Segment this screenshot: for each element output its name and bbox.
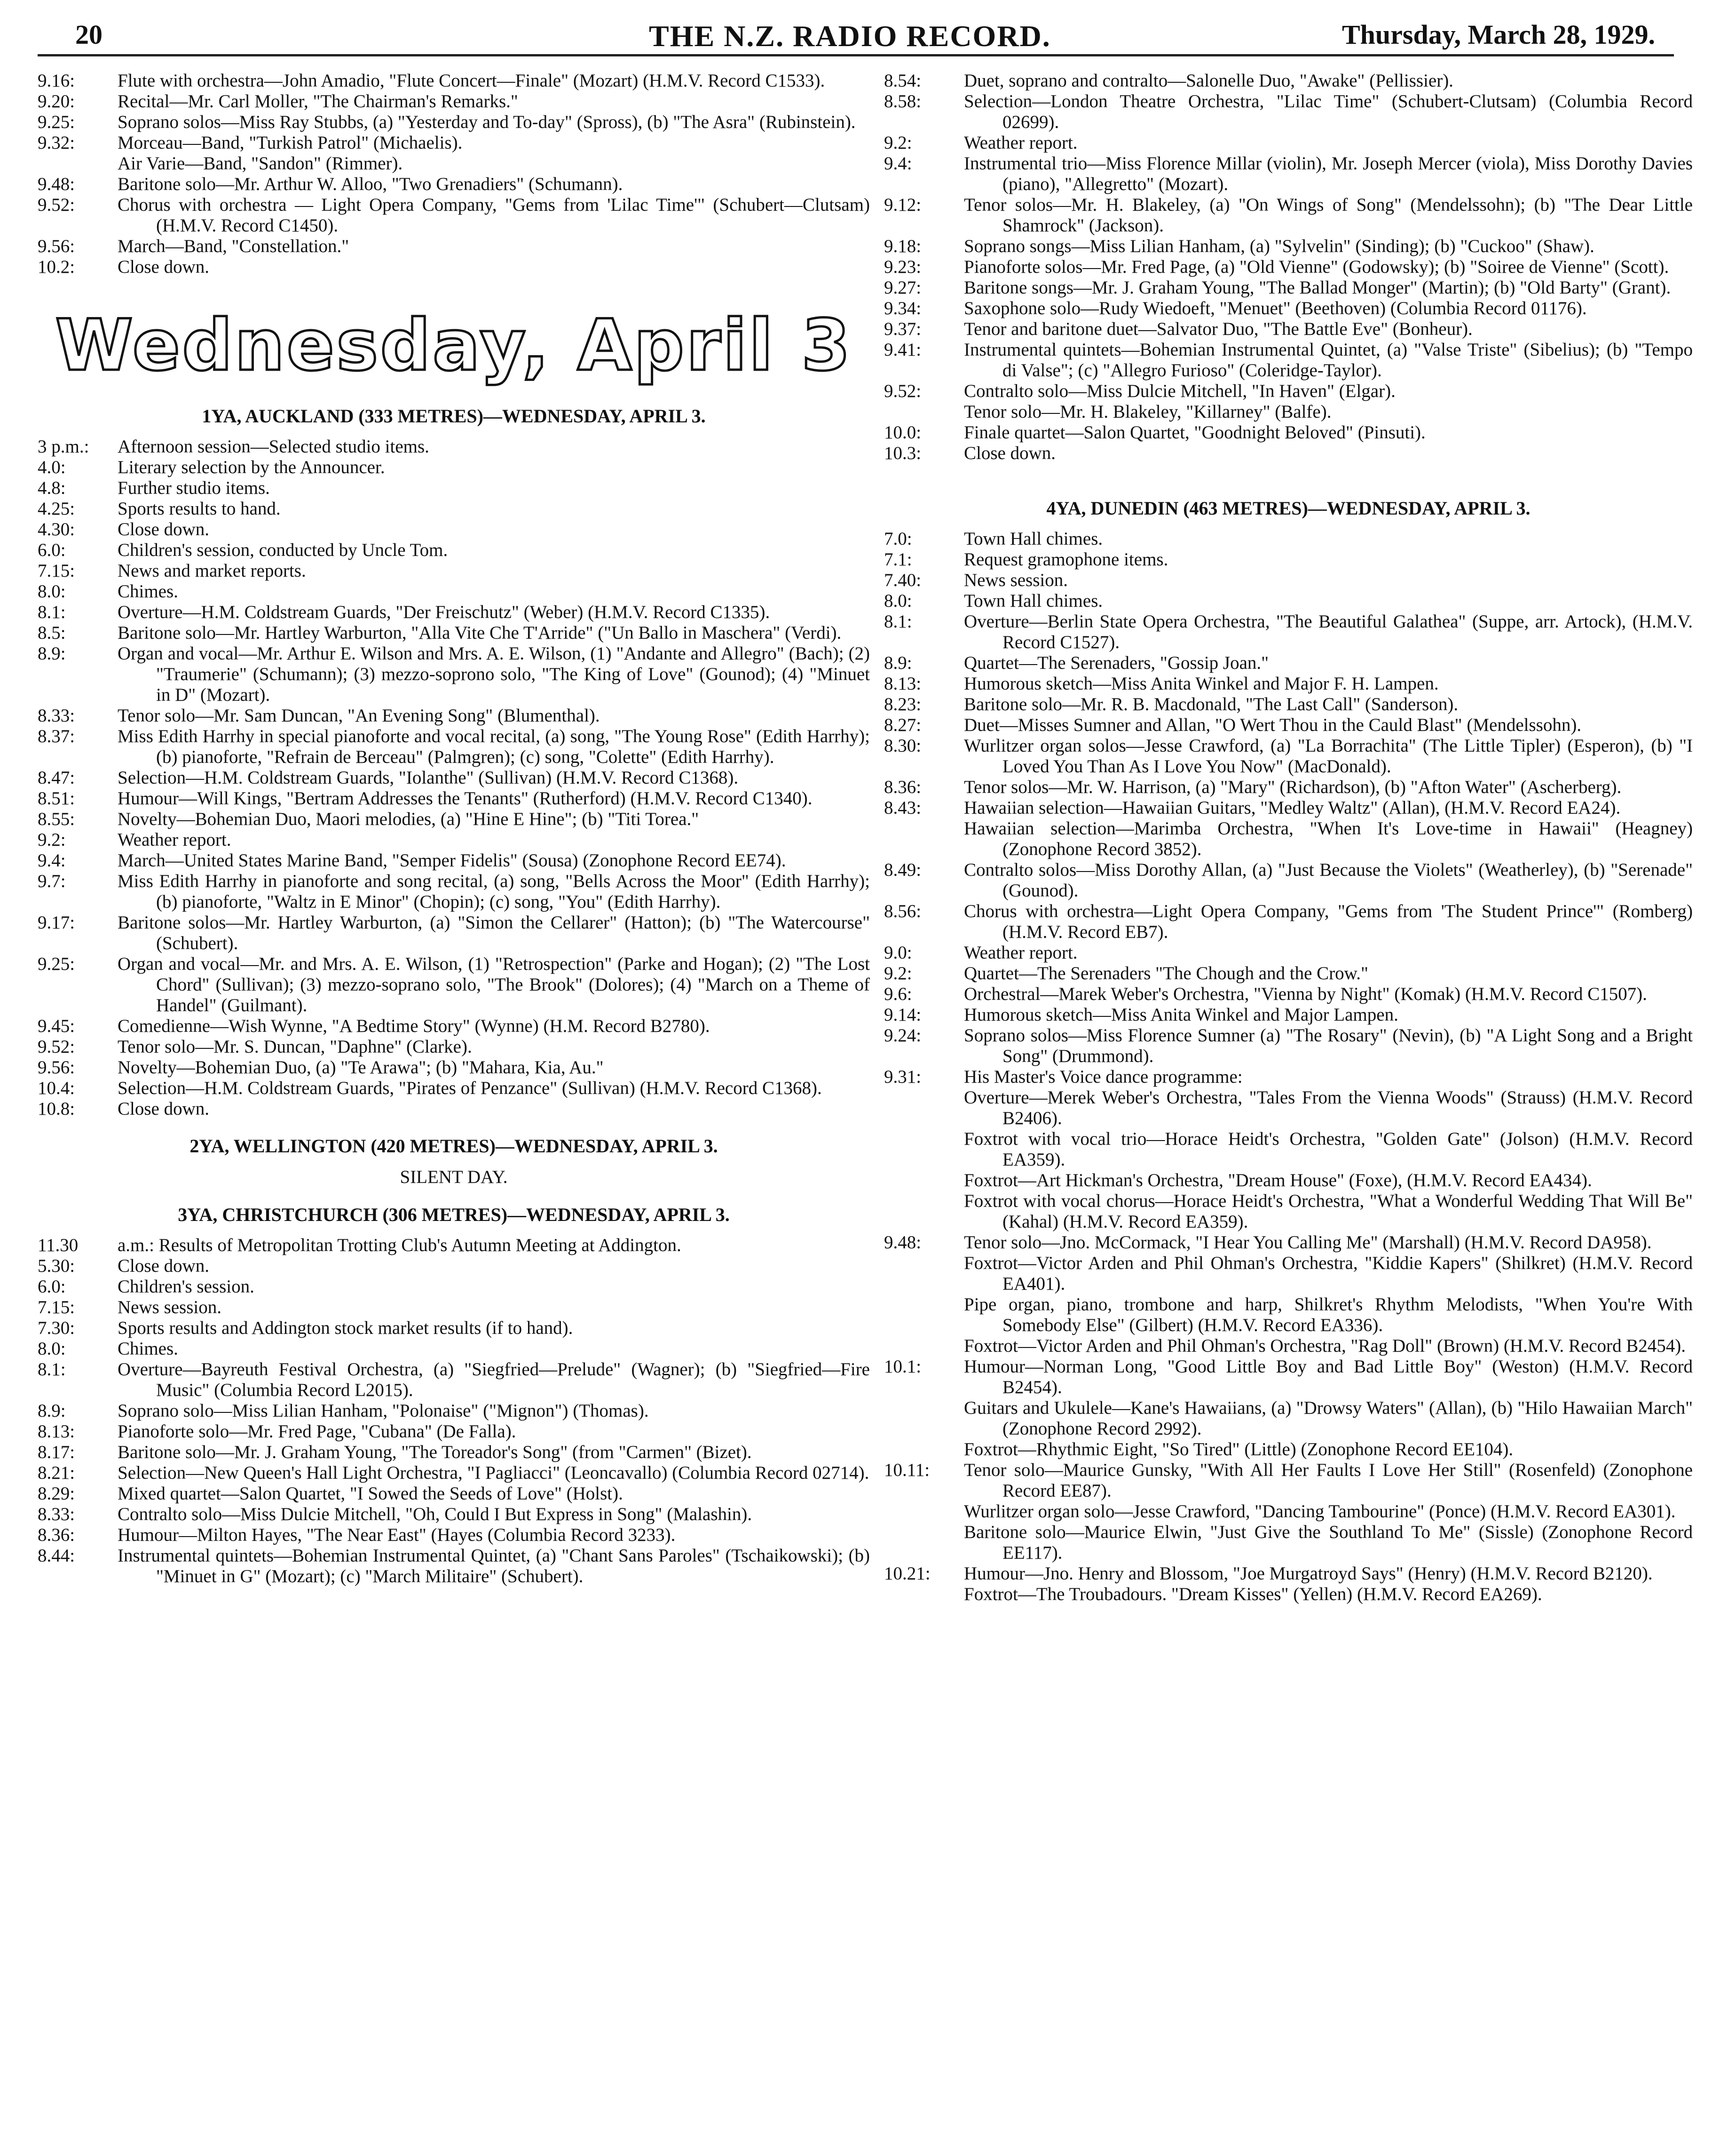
entry-text: Organ and vocal—Mr. and Mrs. A. E. Wilson, (1) "Retrospection" (Parke and Hogan); (2) "The Lost Chord" (Sullivan); (3) mezzo-soprano solo, "The Brook" (Dolores); (4) "March on a Theme of Handel" (Guilmant). [118,954,870,1015]
entry-text: Overture—Berlin State Opera Orchestra, "The Beautiful Galathea" (Suppe, arr. Artock), (H.M.V. Record C1527). [964,611,1693,652]
entry-time: 4.25: [38,499,75,519]
entry-text: Quartet—The Serenaders "The Chough and the Crow." [964,963,1368,983]
entry-text: Pianoforte solos—Mr. Fred Page, (a) "Old Vienne" (Godowsky); (b) "Soiree de Vienne" (Scott). [964,257,1669,277]
entry-text: News and market reports. [118,561,306,581]
entry-subitem: Tenor solo—Mr. H. Blakeley, "Killarney" (Balfe). [964,402,1332,422]
entry-text: Baritone songs—Mr. J. Graham Young, "The Ballad Monger" (Martin); (b) "Old Barty" (Grant). [964,277,1671,298]
entry-text: Finale quartet—Salon Quartet, "Goodnight Beloved" (Pinsuti). [964,422,1426,443]
entry-time: 9.12: [884,195,922,215]
entry-time: 8.13: [38,1421,75,1442]
schedule-entry [38,257,870,277]
schedule-entry [38,809,870,830]
schedule-entry [884,195,1693,236]
entry-text: Instrumental quintets—Bohemian Instrumental Quintet, (a) "Chant Sans Paroles" (Tschaikowski); (b) "Minuet in G" (Mozart); (c) "March Militaire" (Schubert). [118,1546,870,1586]
entry-text: Mixed quartet—Salon Quartet, "I Sowed the Seeds of Love" (Holst). [118,1483,623,1504]
schedule-entry [38,1256,870,1276]
entry-time: 8.55: [38,809,75,829]
entry-time: 7.15: [38,561,75,581]
entry-subitem: Foxtrot—Victor Arden and Phil Ohman's Orchestra, "Kiddie Kapers" (Shilkret) (H.M.V. Record EA401). [964,1253,1693,1294]
entry-text: Instrumental quintets—Bohemian Instrumental Quintet, (a) "Valse Triste" (Sibelius); (b) "Tempo di Valse"; (c) "Allegro Furioso" (Coleridge-Taylor). [964,340,1693,380]
entry-text: Close down. [964,443,1056,463]
station-heading-3ya: 3YA, CHRISTCHURCH (306 METRES)—WEDNESDAY, APRIL 3. [178,1204,730,1225]
entry-time: 8.30: [884,736,922,756]
entry-time: 9.0: [884,943,912,963]
schedule-entry [38,91,870,112]
schedule-entry [884,1460,1693,1501]
station-heading-4ya: 4YA, DUNEDIN (463 METRES)—WEDNESDAY, APRIL 3. [1046,498,1531,519]
entry-time: 10.4: [38,1078,75,1098]
schedule-entry [884,1563,1693,1584]
schedule-entry [884,694,1693,715]
schedule-entry [38,436,870,457]
schedule-3ya-part1 [38,1235,870,1587]
entry-text: Pianoforte solo—Mr. Fred Page, "Cubana" (De Falla). [118,1421,516,1442]
schedule-entry [884,277,1693,298]
schedule-entry [884,860,1693,901]
entry-time: 9.24: [884,1025,922,1046]
schedule-entry [884,1356,1693,1398]
entry-time: 9.52: [884,381,922,401]
station-heading-1ya: 1YA, AUCKLAND (333 METRES)—WEDNESDAY, APRIL 3. [202,405,706,427]
entry-time: 9.17: [38,912,75,933]
schedule-entry [38,643,870,705]
entry-subitem: Wurlitzer organ solo—Jesse Crawford, "Dancing Tambourine" (Ponce) (H.M.V. Record EA301). [964,1501,1676,1522]
entry-time: 9.41: [884,340,922,360]
entry-time: 9.2: [884,963,912,983]
entry-text: Tenor solos—Mr. W. Harrison, (a) "Mary" (Richardson), (b) "Afton Water" (Ascherberg). [964,777,1622,797]
entry-text: Tenor solo—Maurice Gunsky, "With All Her Faults I Love Her Still" (Rosenfeld) (Zonophone Record EE87). [964,1460,1693,1501]
entry-time: 8.58: [884,91,922,111]
entry-text: Duet—Misses Sumner and Allan, "O Wert Thou in the Cauld Blast" (Mendelssohn). [964,715,1582,735]
entry-time: 9.56: [38,1057,75,1078]
entry-time: 8.29: [38,1483,75,1504]
entry-time: 10.1: [884,1356,922,1377]
schedule-entry [38,519,870,540]
entry-time: 8.0: [884,591,912,611]
entry-subitem: Foxtrot with vocal trio—Horace Heidt's Orchestra, "Golden Gate" (Jolson) (H.M.V. Record EA359). [964,1129,1693,1170]
schedule-entry [38,195,870,236]
schedule-entry [884,798,1693,818]
schedule-entry [38,133,870,153]
entry-text: Humour—Jno. Henry and Blossom, "Joe Murgatroyd Says" (Henry) (H.M.V. Record B2120). [964,1563,1653,1584]
entry-time: 8.0: [38,581,66,602]
entry-subitem: Foxtrot—Rhythmic Eight, "So Tired" (Little) (Zonophone Record EE104). [964,1439,1514,1459]
entry-time: 9.37: [884,319,922,339]
schedule-entry [884,236,1693,257]
schedule-entry [38,726,870,768]
schedule-entry [38,788,870,809]
entry-text: Chorus with orchestra — Light Opera Company, "Gems from 'Lilac Time'" (Schubert—Clutsam) (H.M.V. Record C1450). [118,195,870,236]
schedule-entry [38,1401,870,1421]
entry-time: 9.7: [38,871,66,891]
entry-text: Weather report. [964,943,1078,963]
entry-text: Miss Edith Harrhy in pianoforte and song recital, (a) song, "Bells Across the Moor" (Edith Harrhy); (b) pianoforte, "Waltz in E Minor" (Chopin); (c) song, "You" (Edith Harrhy). [118,871,870,912]
schedule-entry [884,319,1693,340]
entry-text: Wurlitzer organ solos—Jesse Crawford, (a) "La Borrachita" (The Little Tipler) (Esperon), (b) "I Loved You Than As I Love You Now" (MacDonald). [964,736,1693,777]
page-header [38,19,1674,56]
schedule-entry [884,1025,1693,1067]
entry-text: Further studio items. [118,478,270,498]
entry-text: News session. [118,1297,221,1317]
entry-text: News session. [964,570,1068,590]
entry-text: His Master's Voice dance programme: [964,1067,1243,1087]
entry-text: Soprano songs—Miss Lilian Hanham, (a) "Sylvelin" (Sinding); (b) "Cuckoo" (Shaw). [964,236,1594,256]
schedule-entry [38,1099,870,1119]
entry-text: Request gramophone items. [964,549,1168,570]
entry-text: Tenor solo—Mr. S. Duncan, "Daphne" (Clarke). [118,1037,472,1057]
schedule-entry [884,133,1693,153]
entry-subitem: Overture—Merek Weber's Orchestra, "Tales From the Vienna Woods" (Strauss) (H.M.V. Record B2406). [964,1087,1693,1128]
entry-text: Baritone solo—Mr. J. Graham Young, "The Toreador's Song" (from "Carmen" (Bizet). [118,1442,752,1462]
entry-time: 9.4: [38,850,66,871]
entry-time: 9.25: [38,954,75,974]
entry-time: 11.30 [38,1235,79,1255]
entry-text: Comedienne—Wish Wynne, "A Bedtime Story" (Wynne) (H.M. Record B2780). [118,1016,710,1036]
entry-text: Tenor solo—Jno. McCormack, "I Hear You Calling Me" (Marshall) (H.M.V. Record DA958). [964,1232,1652,1252]
entry-time: 8.33: [38,705,75,726]
entry-time: 9.27: [884,277,922,298]
schedule-entry [38,1235,870,1256]
entry-time: 10.8: [38,1099,75,1119]
entry-text: Soprano solo—Miss Lilian Hanham, "Polonaise" ("Mignon") (Thomas). [118,1401,649,1421]
entry-time: 8.23: [884,694,922,714]
schedule-entry [38,830,870,850]
entry-time: 8.1: [884,611,912,632]
schedule-entry [38,768,870,788]
entry-time: 10.2: [38,257,75,277]
entry-text: Chimes. [118,581,178,602]
schedule-entry [884,340,1693,381]
schedule-4ya [884,529,1693,1605]
left-column [38,71,870,2093]
schedule-entry [38,1339,870,1359]
entry-text: Tenor solo—Mr. Sam Duncan, "An Evening Song" (Blumenthal). [118,705,600,726]
entry-text: Children's session. [118,1276,254,1297]
schedule-entry [884,653,1693,674]
entry-text: Baritone solo—Mr. R. B. Macdonald, "The Last Call" (Sanderson). [964,694,1459,714]
schedule-entry [884,715,1693,736]
schedule-entry [884,736,1693,777]
issue-date: Thursday, March 28, 1929. [1341,19,1655,50]
silent-day-note: SILENT DAY. [400,1167,508,1187]
entry-time: 9.16: [38,71,75,91]
schedule-entry [38,954,870,1016]
entry-time: 9.45: [38,1016,75,1036]
entry-time: 7.40: [884,570,922,590]
entry-text: Hawaiian selection—Hawaiian Guitars, "Medley Waltz" (Allan), (H.M.V. Record EA24). [964,798,1621,818]
entry-time: 7.0: [884,529,912,549]
entry-time: 8.54: [884,71,922,91]
entry-text: Novelty—Bohemian Duo, Maori melodies, (a) "Hine E Hine"; (b) "Titi Torea." [118,809,699,829]
right-column [884,71,1693,2093]
entry-time: 10.21: [884,1563,931,1584]
schedule-entry [884,674,1693,694]
entry-time: 9.4: [884,153,912,174]
entry-subitem: Foxtrot—Art Hickman's Orchestra, "Dream House" (Foxe), (H.M.V. Record EA434). [964,1170,1592,1190]
entry-text: Humour—Will Kings, "Bertram Addresses the Tenants" (Rutherford) (H.M.V. Record C1340). [118,788,813,808]
schedule-entry [884,91,1693,133]
entry-text: Afternoon session—Selected studio items. [118,436,429,457]
entry-time: 9.52: [38,195,75,215]
entry-time: 8.47: [38,768,75,788]
schedule-entry [884,443,1693,464]
entry-time: 9.34: [884,298,922,318]
entry-time: 9.48: [38,174,75,194]
entry-text: Contralto solo—Miss Dulcie Mitchell, "Oh, Could I But Express in Song" (Malashin). [118,1504,752,1524]
entry-time: 8.37: [38,726,75,746]
entry-time: 9.2: [38,830,66,850]
entry-subitem: Baritone solo—Maurice Elwin, "Just Give the Southland To Me" (Sissle) (Zonophone Record EE117). [964,1522,1693,1563]
entry-time: 8.43: [884,798,922,818]
entry-time: 8.9: [38,1401,66,1421]
schedule-entry [884,984,1693,1005]
entry-text: Literary selection by the Announcer. [118,457,385,477]
entry-subitem: Air Varie—Band, "Sandon" (Rimmer). [118,153,403,174]
schedule-entry [38,1016,870,1037]
entry-text: Selection—London Theatre Orchestra, "Lilac Time" (Schubert-Clutsam) (Columbia Record 02699). [964,91,1693,132]
schedule-entry [884,257,1693,277]
schedule-entry [38,1318,870,1339]
schedule-entry [38,1463,870,1483]
entry-time: 8.36: [38,1525,75,1545]
schedule-entry [884,1232,1693,1253]
schedule-entry [884,901,1693,943]
schedule-entry [884,153,1693,195]
publication-title: THE N.Z. RADIO RECORD. [649,19,1051,53]
schedule-entry [38,1442,870,1463]
schedule-entry [38,1525,870,1546]
entry-text: Weather report. [118,830,231,850]
entry-time: 8.9: [38,643,66,664]
schedule-entry [38,1359,870,1401]
entry-time: 8.49: [884,860,922,880]
schedule-entry [884,298,1693,319]
schedule-entry [884,529,1693,549]
schedule-entry [38,561,870,581]
entry-text: a.m.: Results of Metropolitan Trotting Club's Autumn Meeting at Addington. [118,1235,681,1255]
schedule-entry [884,777,1693,798]
entry-text: Soprano solos—Miss Ray Stubbs, (a) "Yesterday and To-day" (Spross), (b) "The Asra" (Rubinstein). [118,112,856,132]
entry-time: 8.33: [38,1504,75,1524]
entry-time: 8.21: [38,1463,75,1483]
entry-time: 9.20: [38,91,75,111]
schedule-entry [884,611,1693,653]
entry-text: Flute with orchestra—John Amadio, "Flute Concert—Finale" (Mozart) (H.M.V. Record C1533). [118,71,825,91]
entry-text: Contralto solos—Miss Dorothy Allan, (a) "Just Because the Violets" (Weatherley), (b) "Serenade" (Gounod). [964,860,1693,901]
schedule-entry [38,1483,870,1504]
entry-time: 8.36: [884,777,922,797]
schedule-entry [884,381,1693,402]
entry-text: Close down. [118,257,209,277]
entry-text: March—Band, "Constellation." [118,236,349,256]
schedule-entry [38,71,870,91]
entry-text: Contralto solo—Miss Dulcie Mitchell, "In Haven" (Elgar). [964,381,1396,401]
entry-text: Town Hall chimes. [964,529,1103,549]
schedule-entry [38,581,870,602]
schedule-entry [38,871,870,912]
entry-text: Overture—Bayreuth Festival Orchestra, (a) "Siegfried—Prelude" (Wagner); (b) "Siegfried—Fire Music" (Columbia Record L2015). [118,1359,870,1400]
entry-text: Chorus with orchestra—Light Opera Company, "Gems from 'The Student Prince'" (Romberg) (H.M.V. Record EB7). [964,901,1693,942]
schedule-entry [38,1421,870,1442]
entry-time: 4.8: [38,478,66,498]
schedule-entry [38,602,870,623]
entry-text: Selection—H.M. Coldstream Guards, "Pirates of Penzance" (Sullivan) (H.M.V. Record C1368). [118,1078,822,1098]
entry-text: Humorous sketch—Miss Anita Winkel and Major Lampen. [964,1005,1398,1025]
entry-time: 4.0: [38,457,66,477]
entry-text: Overture—H.M. Coldstream Guards, "Der Freischutz" (Weber) (H.M.V. Record C1335). [118,602,770,622]
entry-time: 9.31: [884,1067,922,1087]
entry-time: 8.56: [884,901,922,921]
entry-text: Weather report. [964,133,1078,153]
schedule-entry [38,705,870,726]
entry-text: Sports results to hand. [118,499,281,519]
schedule-entry [38,1546,870,1587]
page-number: 20 [75,19,103,50]
entry-text: Soprano solos—Miss Florence Sumner (a) "The Rosary" (Nevin), (b) "A Light Song and a Bright Song" (Drummond). [964,1025,1693,1066]
entry-text: Sports results and Addington stock market results (if to hand). [118,1318,573,1338]
entry-subitem: Foxtrot with vocal chorus—Horace Heidt's Orchestra, "What a Wonderful Wedding That Will Be" (Kahal) (H.M.V. Record EA359). [964,1191,1693,1232]
entry-time: 9.2: [884,133,912,153]
schedule-1ya [38,436,870,1119]
entry-text: Orchestral—Marek Weber's Orchestra, "Vienna by Night" (Komak) (H.M.V. Record C1507). [964,984,1647,1004]
entry-time: 8.9: [884,653,912,673]
schedule-entry [38,174,870,195]
entry-subitem: Hawaiian selection—Marimba Orchestra, "When It's Love-time in Hawaii" (Heagney) (Zonophone Record 3852). [964,818,1693,859]
entry-time: 6.0: [38,1276,66,1297]
entry-time: 7.1: [884,549,912,570]
entry-text: Quartet—The Serenaders, "Gossip Joan." [964,653,1269,673]
entry-text: Tenor and baritone duet—Salvator Duo, "The Battle Eve" (Bonheur). [964,319,1473,339]
schedule-entry [884,1005,1693,1025]
schedule-entry [884,71,1693,91]
entry-text: Recital—Mr. Carl Moller, "The Chairman's Remarks." [118,91,518,111]
entry-text: Duet, soprano and contralto—Salonelle Duo, "Awake" (Pellissier). [964,71,1453,91]
entry-text: Selection—New Queen's Hall Light Orchestra, "I Pagliacci" (Leoncavallo) (Columbia Record 02714). [118,1463,869,1483]
entry-text: Humour—Milton Hayes, "The Near East" (Hayes (Columbia Record 3233). [118,1525,676,1545]
entry-time: 8.27: [884,715,922,735]
entry-time: 4.30: [38,519,75,539]
entry-time: 7.15: [38,1297,75,1317]
entry-text: Tenor solos—Mr. H. Blakeley, (a) "On Wings of Song" (Mendelssohn); (b) "The Dear Little Shamrock" (Jackson). [964,195,1693,236]
entry-subitem: Foxtrot—Victor Arden and Phil Ohman's Orchestra, "Rag Doll" (Brown) (H.M.V. Record B2454). [964,1336,1686,1356]
tuesday-continued [38,71,870,277]
entry-text: Close down. [118,519,209,539]
schedule-entry [38,1276,870,1297]
entry-time: 8.17: [38,1442,75,1462]
schedule-entry [38,540,870,561]
entry-text: Chimes. [118,1339,178,1359]
entry-time: 9.32: [38,133,75,153]
schedule-entry [38,112,870,133]
entry-time: 10.11: [884,1460,930,1480]
schedule-entry [38,499,870,519]
entry-text: March—United States Marine Band, "Semper Fidelis" (Sousa) (Zonophone Record EE74). [118,850,786,871]
station-heading-2ya: 2YA, WELLINGTON (420 METRES)—WEDNESDAY, APRIL 3. [189,1135,718,1157]
schedule-entry [38,1057,870,1078]
entry-text: Selection—H.M. Coldstream Guards, "Iolanthe" (Sullivan) (H.M.V. Record C1368). [118,768,739,788]
entry-text: Organ and vocal—Mr. Arthur E. Wilson and Mrs. A. E. Wilson, (1) "Andante and Allegro" (Bach); (2) "Traumerie" (Schumann); (3) mezzo-soprono solo, "The King of Love" (Gounod); (4) "Minuet in D" (Mozart). [118,643,870,705]
entry-time: 9.18: [884,236,922,256]
entry-text: Humour—Norman Long, "Good Little Boy and Bad Little Boy" (Weston) (H.M.V. Record B2454). [964,1356,1693,1397]
entry-time: 3 p.m.: [38,436,89,457]
schedule-entry [38,1297,870,1318]
entry-time: 8.0: [38,1339,66,1359]
entry-time: 5.30: [38,1256,75,1276]
entry-time: 9.6: [884,984,912,1004]
entry-time: 8.1: [38,1359,66,1379]
entry-time: 8.51: [38,788,75,808]
entry-text: Humorous sketch—Miss Anita Winkel and Major F. H. Lampen. [964,674,1439,694]
entry-time: 9.25: [38,112,75,132]
schedule-entry [884,1067,1693,1087]
schedule-entry [884,422,1693,443]
entry-text: Baritone solo—Mr. Arthur W. Alloo, "Two Grenadiers" (Schumann). [118,174,623,194]
schedule-entry [38,478,870,499]
schedule-entry [884,591,1693,611]
schedule-entry [884,943,1693,963]
schedule-entry [38,850,870,871]
schedule-entry [38,912,870,954]
entry-time: 10.3: [884,443,922,463]
entry-text: Close down. [118,1099,209,1119]
entry-text: Town Hall chimes. [964,591,1103,611]
entry-time: 9.48: [884,1232,922,1252]
entry-subitem: Guitars and Ukulele—Kane's Hawaiians, (a) "Drowsy Waters" (Allan), (b) "Hilo Hawaiian March" (Zonophone Record 2992). [964,1398,1693,1439]
entry-text: Close down. [118,1256,209,1276]
entry-text: Instrumental trio—Miss Florence Millar (violin), Mr. Joseph Mercer (viola), Miss Dorothy Davies (piano), "Allegretto" (Mozart). [964,153,1693,194]
entry-text: Baritone solos—Mr. Hartley Warburton, (a) "Simon the Cellarer" (Hatton); (b) "The Watercourse" (Schubert). [118,912,870,953]
entry-text: Miss Edith Harrhy in special pianoforte and vocal recital, (a) song, "The Young Rose" (Edith Harrhy); (b) pianoforte, "Refrain de Berceau" (Palmgren); (c) song, "Colette" (Edith Harrhy). [118,726,870,767]
entry-time: 8.44: [38,1546,75,1566]
entry-text: Morceau—Band, "Turkish Patrol" (Michaelis). [118,133,463,153]
schedule-entry [38,1078,870,1099]
day-heading: Wednesday, April 3 [55,305,852,387]
entry-time: 8.1: [38,602,66,622]
schedule-entry [884,549,1693,570]
schedule-entry [38,623,870,643]
entry-time: 10.0: [884,422,922,443]
entry-time: 8.5: [38,623,66,643]
schedule-entry [38,1037,870,1057]
entry-time: 9.52: [38,1037,75,1057]
entry-text: Baritone solo—Mr. Hartley Warburton, "Alla Vite Che T'Arride" ("Un Ballo in Maschera" (Verdi). [118,623,842,643]
entry-subitem: Foxtrot—The Troubadours. "Dream Kisses" (Yellen) (H.M.V. Record EA269). [964,1584,1542,1604]
entry-time: 9.23: [884,257,922,277]
entry-subitem: Pipe organ, piano, trombone and harp, Shilkret's Rhythm Melodists, "When You're With Somebody Else" (Gilbert) (H.M.V. Record EA336). [964,1294,1693,1335]
schedule-entry [38,457,870,478]
entry-text: Saxophone solo—Rudy Wiedoeft, "Menuet" (Beethoven) (Columbia Record 01176). [964,298,1587,318]
schedule-entry [38,236,870,257]
header-rule [38,54,1674,56]
entry-time: 6.0: [38,540,66,560]
entry-time: 9.56: [38,236,75,256]
entry-time: 9.14: [884,1005,922,1025]
entry-time: 8.13: [884,674,922,694]
entry-text: Children's session, conducted by Uncle Tom. [118,540,448,560]
entry-text: Novelty—Bohemian Duo, (a) "Te Arawa"; (b) "Mahara, Kia, Au." [118,1057,604,1078]
entry-time: 7.30: [38,1318,75,1338]
schedule-entry [38,1504,870,1525]
schedule-entry [884,570,1693,591]
schedule-entry [884,963,1693,984]
schedule-3ya-part2 [884,71,1693,464]
